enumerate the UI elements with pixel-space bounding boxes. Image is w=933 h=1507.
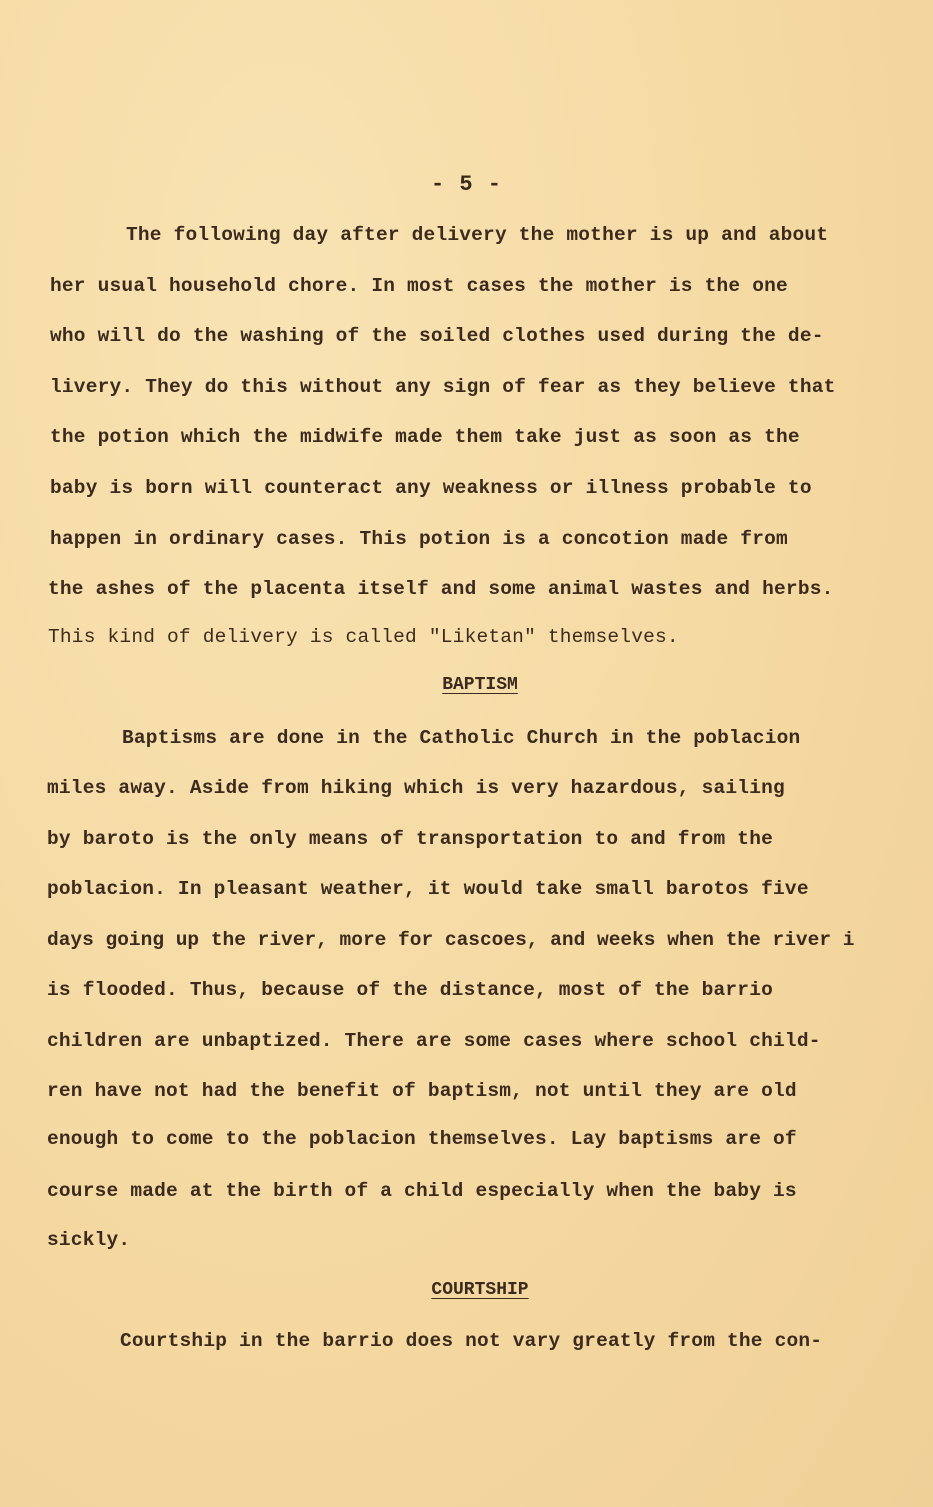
text-line: days going up the river, more for cascoes, and weeks when the river i <box>47 929 855 951</box>
text-line: course made at the birth of a child especially when the baby is <box>47 1180 797 1202</box>
text-line: ren have not had the benefit of baptism, not until they are old <box>47 1080 797 1102</box>
text-line: who will do the washing of the soiled clothes used during the de- <box>50 325 824 347</box>
text-line: The following day after delivery the mother is up and about <box>126 224 829 246</box>
text-line: sickly. <box>47 1229 131 1251</box>
page-number: - 5 - <box>430 172 502 197</box>
heading-baptism: BAPTISM <box>442 675 518 695</box>
text-line: Courtship in the barrio does not vary greatly from the con- <box>120 1330 823 1352</box>
text-line: This kind of delivery is called "Liketan" themselves. <box>48 626 679 648</box>
text-line: the ashes of the placenta itself and some animal wastes and herbs. <box>48 578 834 600</box>
text-line: her usual household chore. In most cases the mother is the one <box>50 275 788 297</box>
text-line: by baroto is the only means of transportation to and from the <box>47 828 774 850</box>
text-line: happen in ordinary cases. This potion is a concotion made from <box>50 528 788 550</box>
text-line: is flooded. Thus, because of the distance, most of the barrio <box>47 979 774 1001</box>
text-line: Baptisms are done in the Catholic Church in the poblacion <box>122 727 801 749</box>
text-line: livery. They do this without any sign of fear as they believe that <box>50 376 836 398</box>
text-line: the potion which the midwife made them take just as soon as the <box>50 426 800 448</box>
text-line: baby is born will counteract any weakness or illness probable to <box>50 477 812 499</box>
heading-courtship: COURTSHIP <box>431 1280 529 1300</box>
text-line: miles away. Aside from hiking which is very hazardous, sailing <box>47 777 785 799</box>
text-line: children are unbaptized. There are some cases where school child- <box>47 1030 821 1052</box>
text-line: poblacion. In pleasant weather, it would take small barotos five <box>47 878 809 900</box>
text-line: enough to come to the poblacion themselves. Lay baptisms are of <box>47 1128 797 1150</box>
